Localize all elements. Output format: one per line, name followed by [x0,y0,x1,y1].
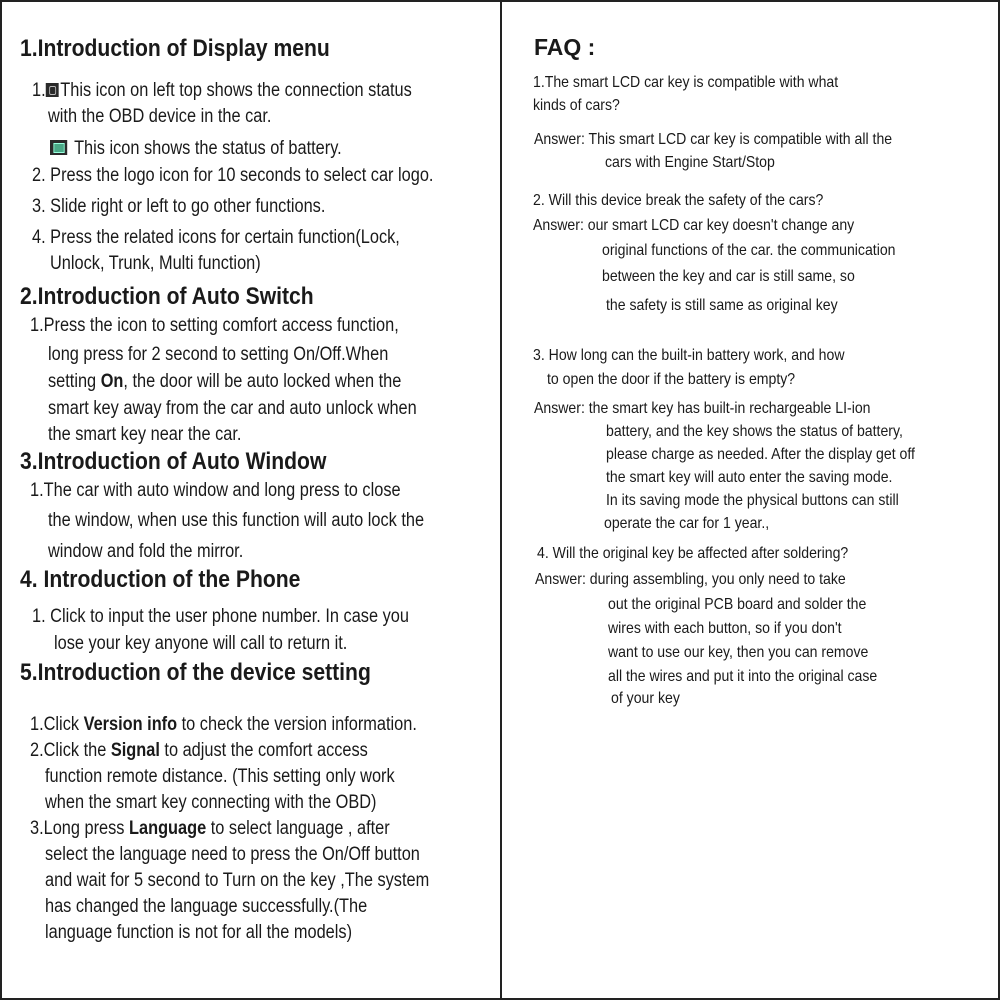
text-line: select the language need to press the On/Off button [45,844,420,865]
text-line: has changed the language successfully.(The [45,896,368,917]
text-line: 1.Press the icon to setting comfort access function, [30,315,399,336]
section-title: 3.Introduction of Auto Window [20,448,327,475]
text-line: the smart key near the car. [48,424,242,445]
faq-question: 3. How long can the built-in battery work, and how [533,347,845,364]
text-line: lose your key anyone will call to return it. [54,633,348,654]
faq-answer: Answer: our smart LCD car key doesn't change any [533,217,855,234]
text-line: 1. This icon on left top shows the connection status [32,80,412,101]
text-line: smart key away from the car and auto unlock when [48,398,417,419]
text-line: This icon shows the status of battery. [50,138,342,160]
faq-answer: of your key [611,690,680,707]
text-line: long press for 2 second to setting On/Off.When [48,344,389,365]
lock-icon [46,83,59,97]
text-line: Unlock, Trunk, Multi function) [50,253,261,274]
faq-answer: out the original PCB board and solder the [608,596,867,613]
text-line: 2.Click the Signal to adjust the comfort access [30,740,368,761]
battery-icon [50,140,67,155]
section-title: 4. Introduction of the Phone [20,566,301,593]
faq-answer: please charge as needed. After the display get off [606,446,915,463]
faq-title: FAQ : [534,34,596,60]
faq-question: to open the door if the battery is empty? [547,371,796,388]
faq-answer: want to use our key, then you can remove [608,644,869,661]
faq-question: 4. Will the original key be affected after soldering? [537,545,849,562]
faq-answer: operate the car for 1 year., [604,515,770,532]
faq-question: 2. Will this device break the safety of the cars? [533,192,824,209]
text-line: setting On, the door will be auto locked when the [48,371,402,392]
text-line: language function is not for all the models) [45,922,353,943]
section-title: 5.Introduction of the device setting [20,659,371,686]
text-line: 1.Click Version info to check the version information. [30,714,417,735]
text-line: when the smart key connecting with the OBD) [45,792,377,813]
text-line: 2. Press the logo icon for 10 seconds to select car logo. [32,165,434,186]
faq-answer: cars with Engine Start/Stop [605,154,775,171]
faq-question: kinds of cars? [533,97,620,114]
faq-answer: Answer: the smart key has built-in rechargeable LI-ion [534,400,871,417]
faq-answer: Answer: This smart LCD car key is compatible with all the [534,131,893,148]
text-line: the window, when use this function will auto lock the [48,510,425,531]
faq-question: 1.The smart LCD car key is compatible with what [533,74,839,91]
text-line: 1. Click to input the user phone number. In case you [32,606,409,627]
text-line: 3.Long press Language to select language , after [30,818,390,839]
column-divider [500,0,502,1000]
faq-answer: battery, and the key shows the status of battery, [606,423,903,440]
faq-answer: between the key and car is still same, so [602,268,855,285]
section-title: 1.Introduction of Display menu [20,35,330,62]
faq-answer: Answer: during assembling, you only need to take [535,571,846,588]
text-line: and wait for 5 second to Turn on the key ,The system [45,870,430,891]
faq-answer: all the wires and put it into the original case [608,668,878,685]
faq-answer: In its saving mode the physical buttons can still [606,492,899,509]
text-line: window and fold the mirror. [48,541,244,562]
faq-answer: the safety is still same as original key [606,297,838,314]
text-line: function remote distance. (This setting only work [45,766,395,787]
faq-answer: the smart key will auto enter the saving mode. [606,469,893,486]
text-line: with the OBD device in the car. [48,106,272,127]
text-line: 4. Press the related icons for certain function(Lock, [32,227,400,248]
section-title: 2.Introduction of Auto Switch [20,283,314,310]
text-line: 3. Slide right or left to go other functions. [32,196,326,217]
faq-answer: original functions of the car. the communication [602,242,896,259]
faq-answer: wires with each button, so if you don't [608,620,842,637]
text-line: 1.The car with auto window and long press to close [30,480,401,501]
